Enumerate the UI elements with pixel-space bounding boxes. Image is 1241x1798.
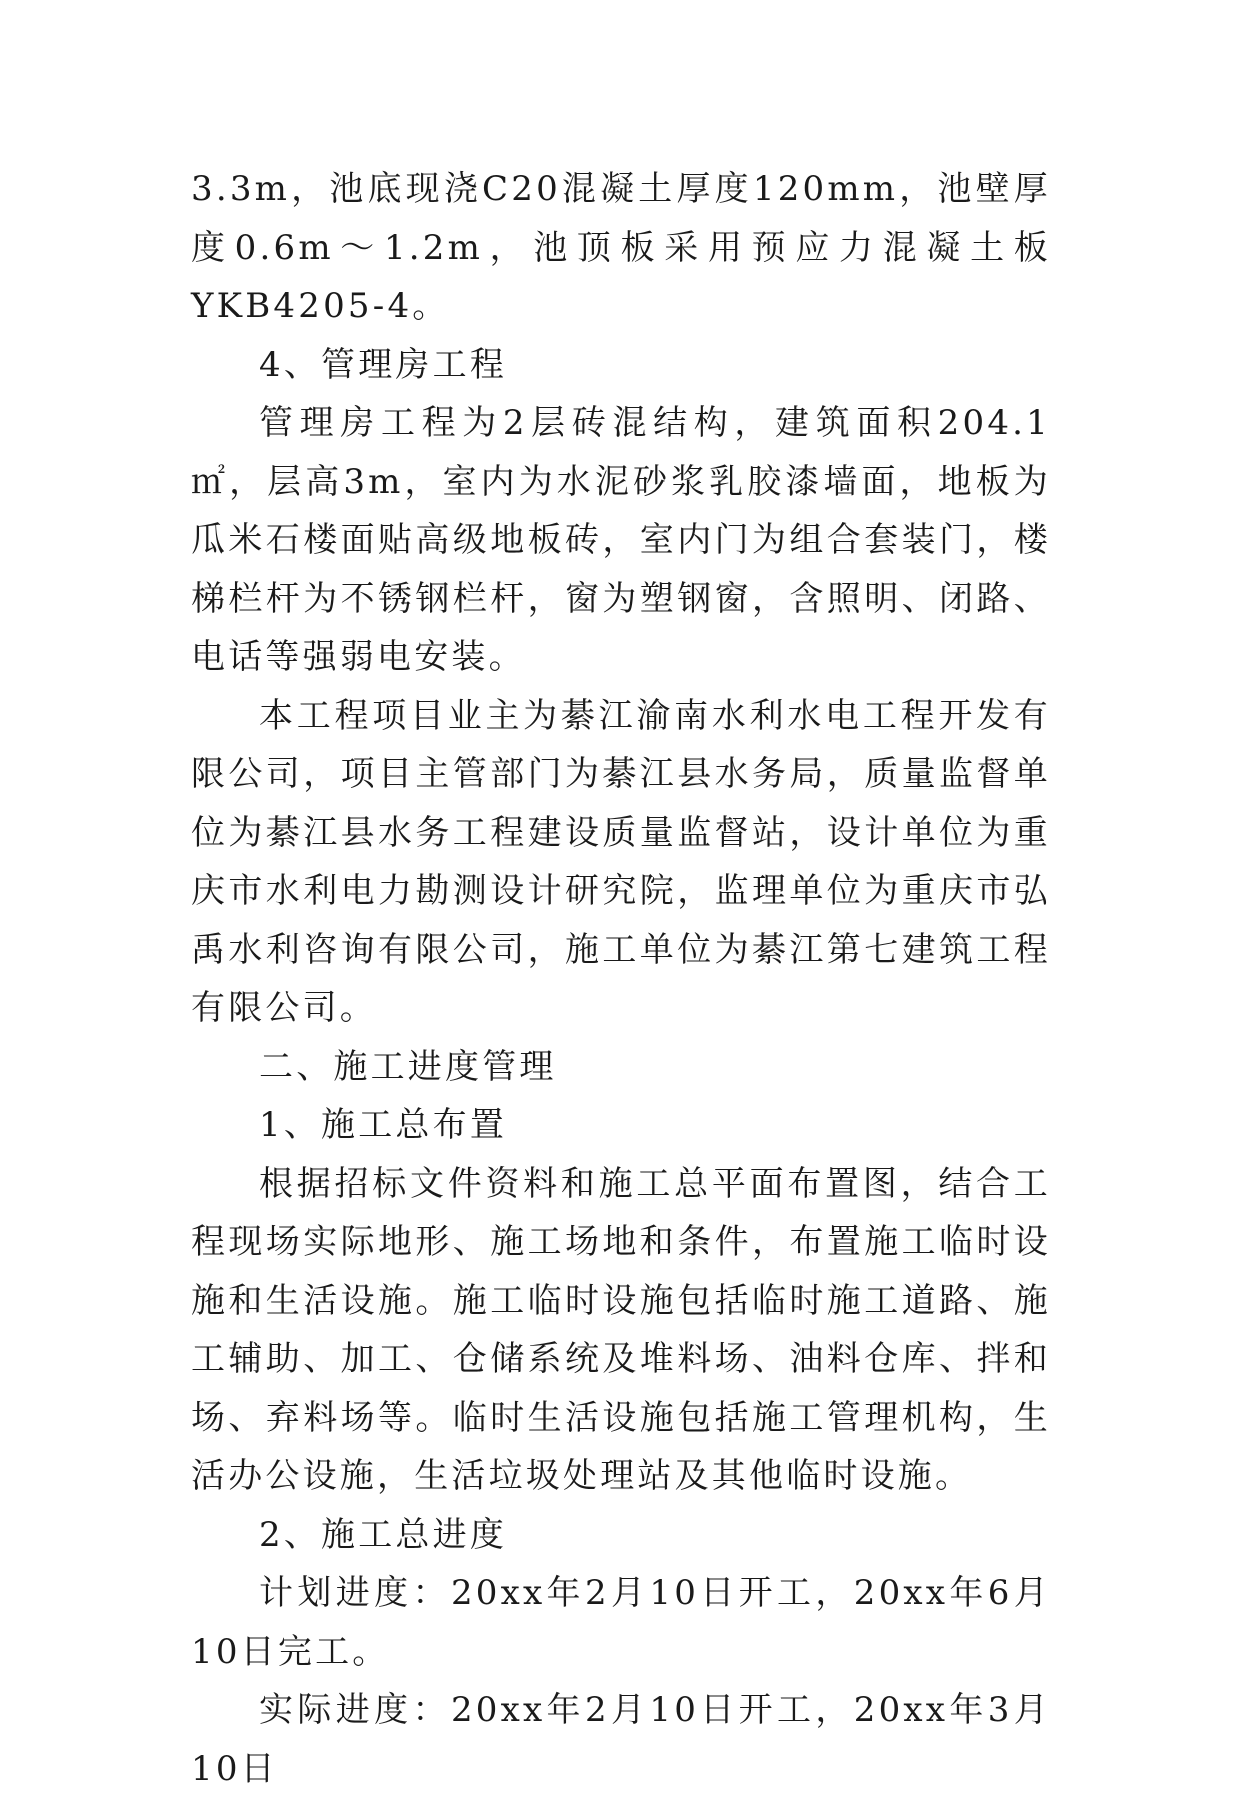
paragraph-general-layout: 根据招标文件资料和施工总平面布置图，结合工程现场实际地形、施工场地和条件，布置施工临时设施和生活设施。施工临时设施包括临时施工道路、施工辅助、加工、仓储系统及堆料场、油料仓库、拌和场、弃料场等。临时生活设施包括施工管理机构，生活办公设施，生活垃圾处理站及其他临时设施。 bbox=[191, 1163, 1051, 1496]
document-body bbox=[191, 160, 1051, 1798]
paragraph-actual-schedule: 实际进度：20xx年2月10日开工，20xx年3月10日 bbox=[191, 1690, 1051, 1789]
heading-management-house: 4、管理房工程 bbox=[259, 344, 508, 385]
paragraph-project-parties: 本工程项目业主为綦江渝南水利水电工程开发有限公司，项目主管部门为綦江县水务局，质量监督单位为綦江县水务工程建设质量监督站，设计单位为重庆市水利电力勘测设计研究院，监理单位为重庆市弘禹水利咨询有限公司，施工单位为綦江第七建筑工程有限公司。 bbox=[191, 695, 1051, 1028]
heading-general-schedule: 2、施工总进度 bbox=[259, 1514, 508, 1555]
paragraph-pool-specs: 3.3m，池底现浇C20混凝土厚度120mm，池壁厚度0.6m～1.2m，池顶板采用预应力混凝土板YKB4205-4。 bbox=[191, 169, 1051, 326]
paragraph-planned-schedule: 计划进度：20xx年2月10日开工，20xx年6月10日完工。 bbox=[191, 1573, 1051, 1672]
heading-schedule-management: 二、施工进度管理 bbox=[259, 1046, 557, 1087]
heading-general-layout: 1、施工总布置 bbox=[259, 1105, 508, 1145]
paragraph-management-house: 管理房工程为2层砖混结构，建筑面积204.1㎡，层高3m，室内为水泥砂浆乳胶漆墙面，地板为瓜米石楼面贴高级地板砖，室内门为组合套装门，楼梯栏杆为不锈钢栏杆，窗为塑钢窗，含照明、闭路、电话等强弱电安装。 bbox=[191, 403, 1051, 677]
